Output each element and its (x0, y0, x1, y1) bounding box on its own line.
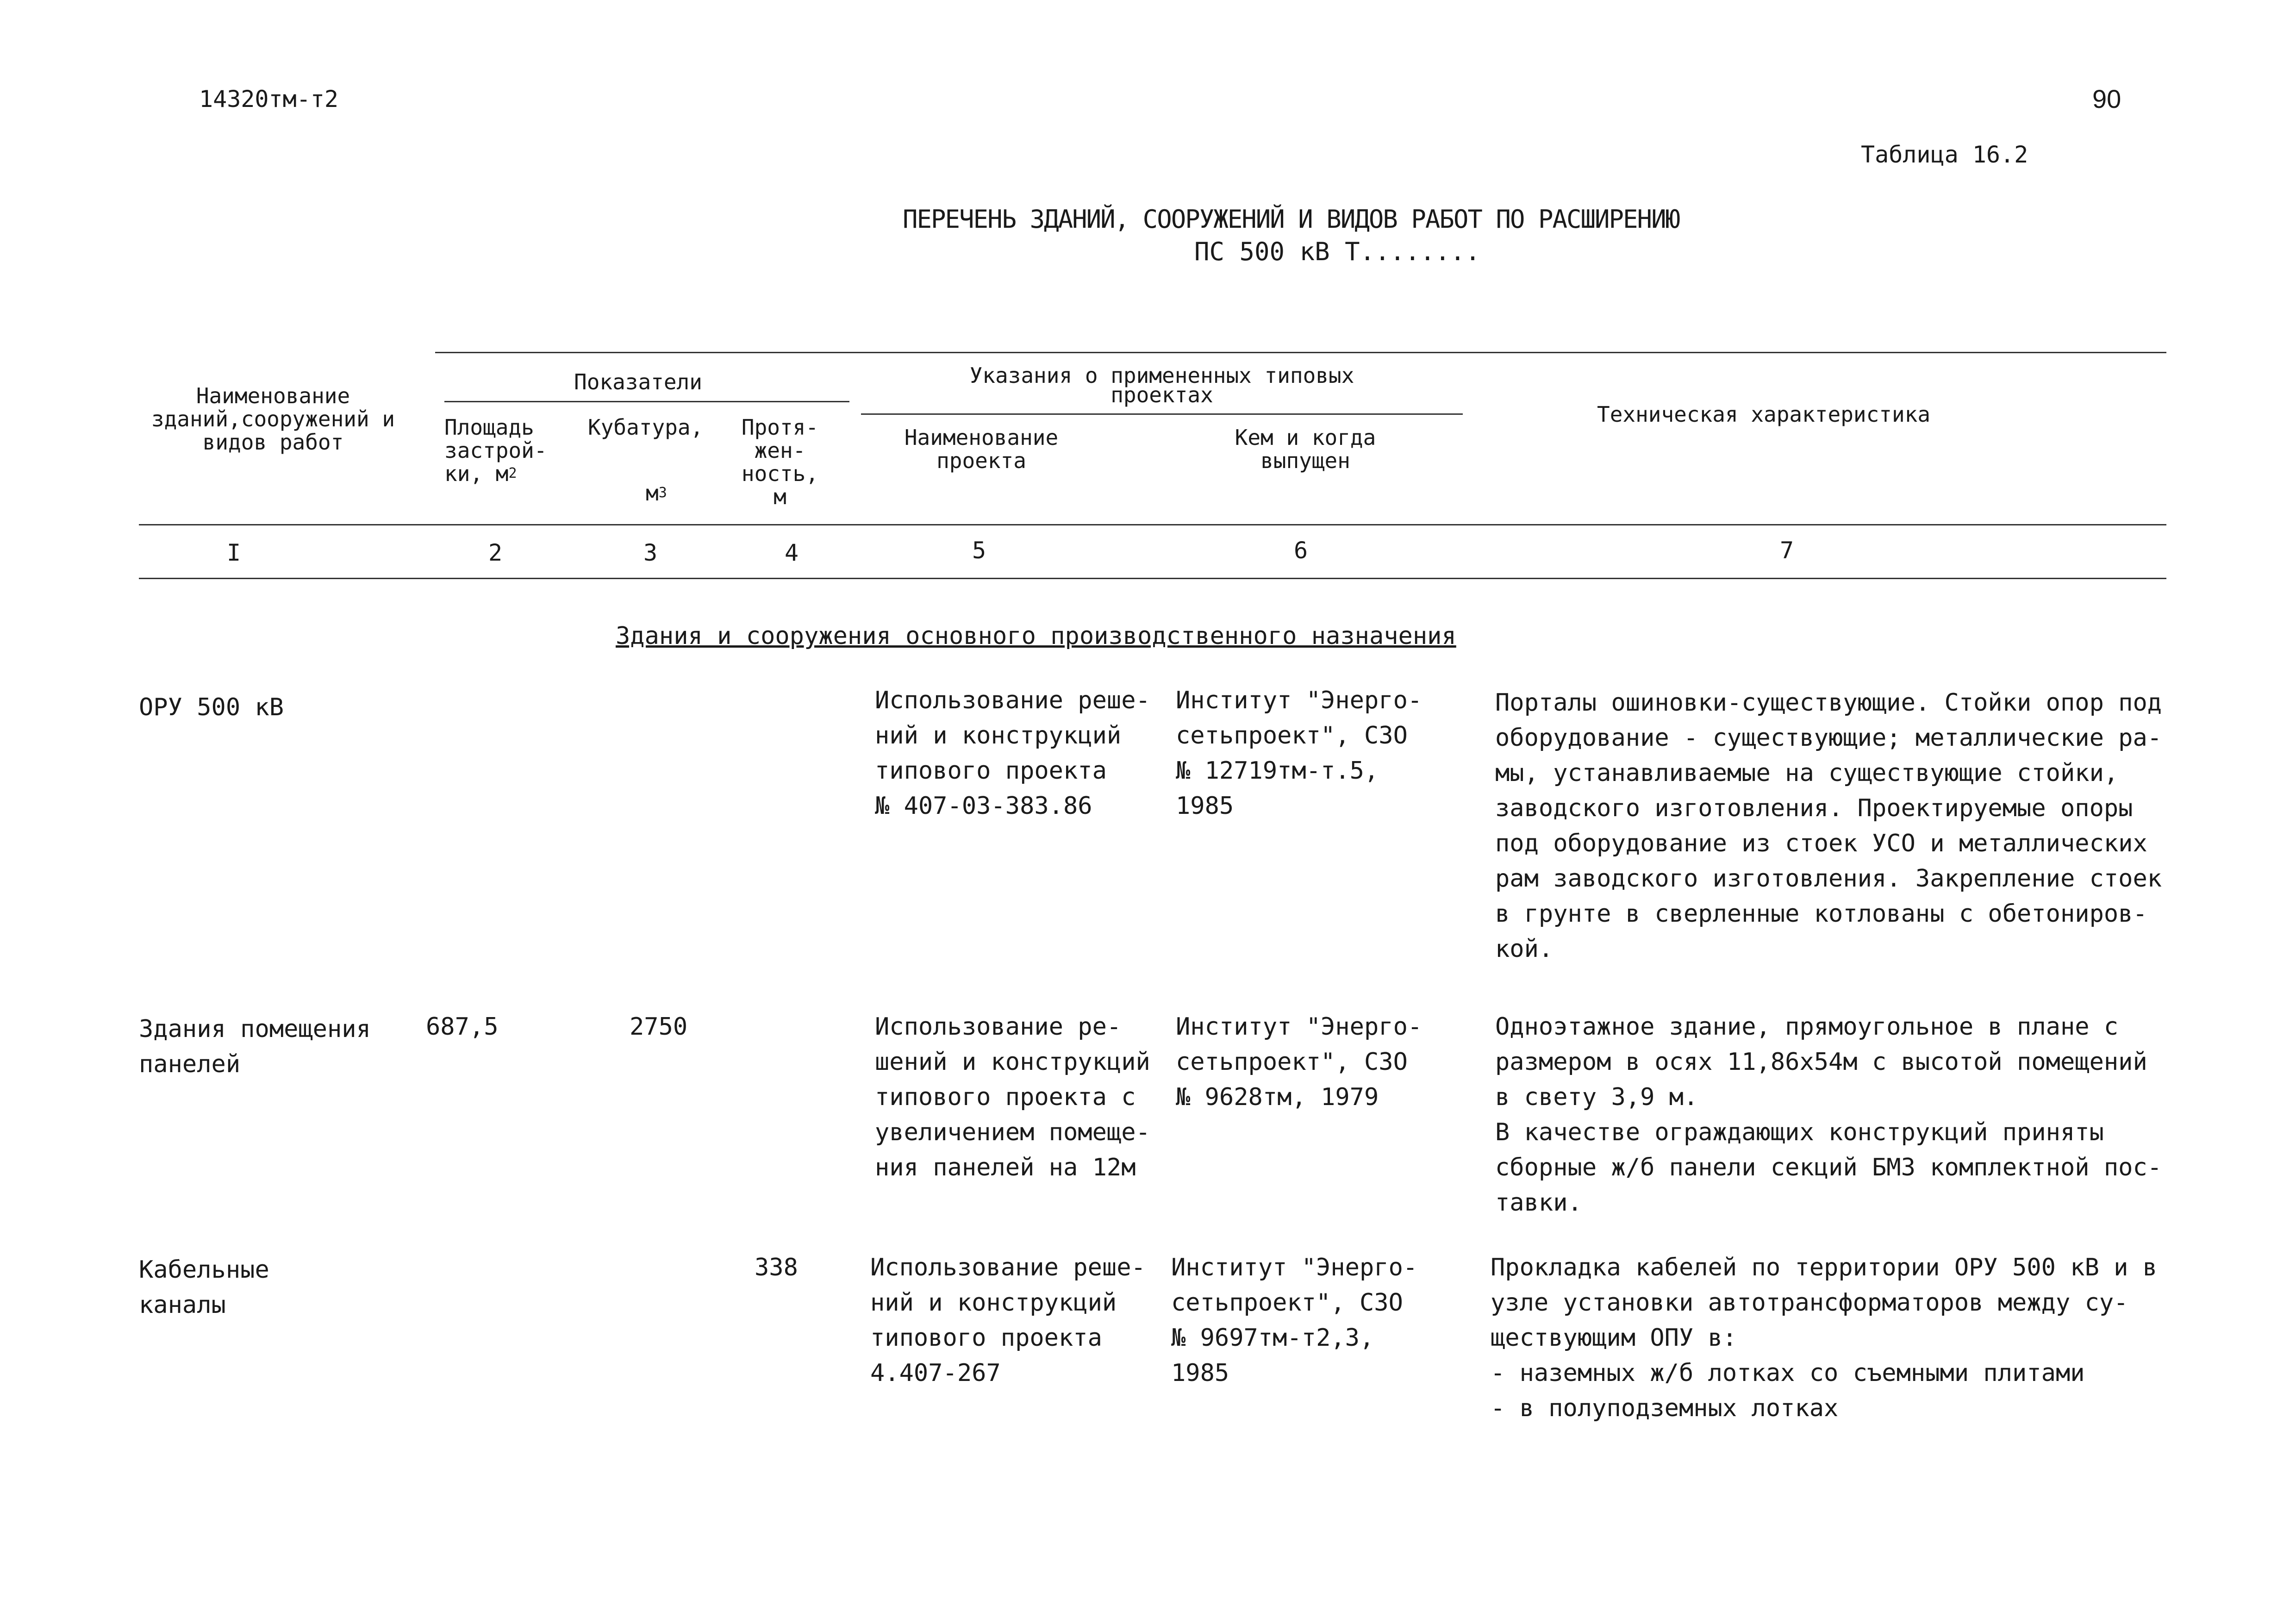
row3-length: 338 (755, 1254, 798, 1281)
row2-tech: Одноэтажное здание, прямоугольное в плане с размером в осях 11,86х54м с высотой помещений в свету 3,9 м. В качестве ограждающих конструкций приняты сборные ж/б панели секций БМЗ комплектной пос- тавки. (1495, 1013, 2162, 1217)
col-number-4: 4 (784, 539, 799, 566)
page-number: 90 (2092, 84, 2121, 113)
row1-issued: Институт "Энерго- сетьпроект", СЗО № 12719тм-т.5, 1985 (1176, 687, 1423, 820)
row1-tech: Порталы ошиновки-существующие. Стойки опор под оборудование - существующие; металлические ра- мы, устанавливаемые на существующие стойки, заводского изготовления. Проектируемые опоры под оборудование из стоек УСО и металлических рам заводского изготовления. Закрепление стоек в грунте в сверленные котлованы с обетониров- кой. (1495, 689, 2162, 963)
table-title-line2: ПС 500 кВ Т........ (1194, 237, 1480, 266)
row2-name: Здания помещения панелей (139, 1015, 371, 1078)
header-typical-projects: Указания о примененных типовых проектах (969, 363, 1354, 407)
header-issued-by: Кем и когда выпущен (1235, 425, 1376, 473)
col-number-5: 5 (972, 537, 986, 564)
row3-issued: Институт "Энерго- сетьпроект", СЗО № 9697тм-т2,3, 1985 (1171, 1254, 1418, 1387)
row3-name: Кабельные каналы (139, 1256, 269, 1319)
header-name-column: Наименование зданий,сооружений и видов работ (151, 383, 395, 455)
row1-project: Использование реше- ний и конструкций типового проекта № 407-03-383.86 (875, 687, 1150, 820)
col-number-2: 2 (488, 539, 503, 566)
row3-tech: Прокладка кабелей по территории ОРУ 500 кВ и в узле установки автотрансформаторов между су- ществующим ОПУ в: - наземных ж/б лотках со съемными плитами - в полуподземных лотках (1491, 1254, 2158, 1422)
header-area-sup: 2 (508, 465, 517, 481)
header-project-name: Наименование проекта (904, 425, 1059, 473)
table-label: Таблица 16.2 (1861, 141, 2028, 168)
document-code: 14320тм-т2 (199, 86, 339, 112)
header-area-text: Площадь застрой- ки, м (444, 415, 547, 486)
row1-name: ОРУ 500 кВ (139, 693, 284, 721)
col-number-7: 7 (1779, 537, 1794, 564)
header-volume-unit (646, 481, 667, 505)
header-indicators: Показатели (574, 369, 702, 394)
indicators-underline (444, 401, 849, 402)
section-title: Здания и сооружения основного производственного назначения (616, 622, 1456, 650)
numbers-bottom-rule (139, 578, 2166, 579)
col-number-1: I (226, 539, 241, 566)
table-title-line1: ПЕРЕЧЕНЬ ЗДАНИЙ, СООРУЖЕНИЙ И ВИДОВ РАБОТ ПО РАСШИРЕНИЮ (903, 205, 1680, 234)
typical-projects-underline (861, 413, 1463, 415)
header-volume-sup: 3 (658, 485, 667, 501)
row3-project: Использование реше- ний и конструкций типового проекта 4.407-267 (870, 1254, 1146, 1387)
header-tech: Техническая характеристика (1597, 402, 1931, 427)
header-bottom-rule (139, 524, 2166, 525)
col-number-6: 6 (1293, 537, 1308, 564)
header-area (444, 416, 565, 485)
row2-issued: Институт "Энерго- сетьпроект", СЗО № 9628тм, 1979 (1176, 1013, 1423, 1111)
header-length: Протя- жен- ность, м (741, 415, 819, 509)
row2-volume: 2750 (630, 1013, 688, 1041)
header-volume: Кубатура, (588, 415, 704, 440)
row2-project: Использование ре- шений и конструкций типового проекта с увеличением помеще- ния панелей на 12м (875, 1013, 1150, 1181)
col-number-3: 3 (643, 539, 658, 566)
header-volume-unit-text: м (646, 481, 659, 506)
row2-area: 687,5 (426, 1013, 499, 1041)
header-top-rule (435, 352, 2166, 353)
